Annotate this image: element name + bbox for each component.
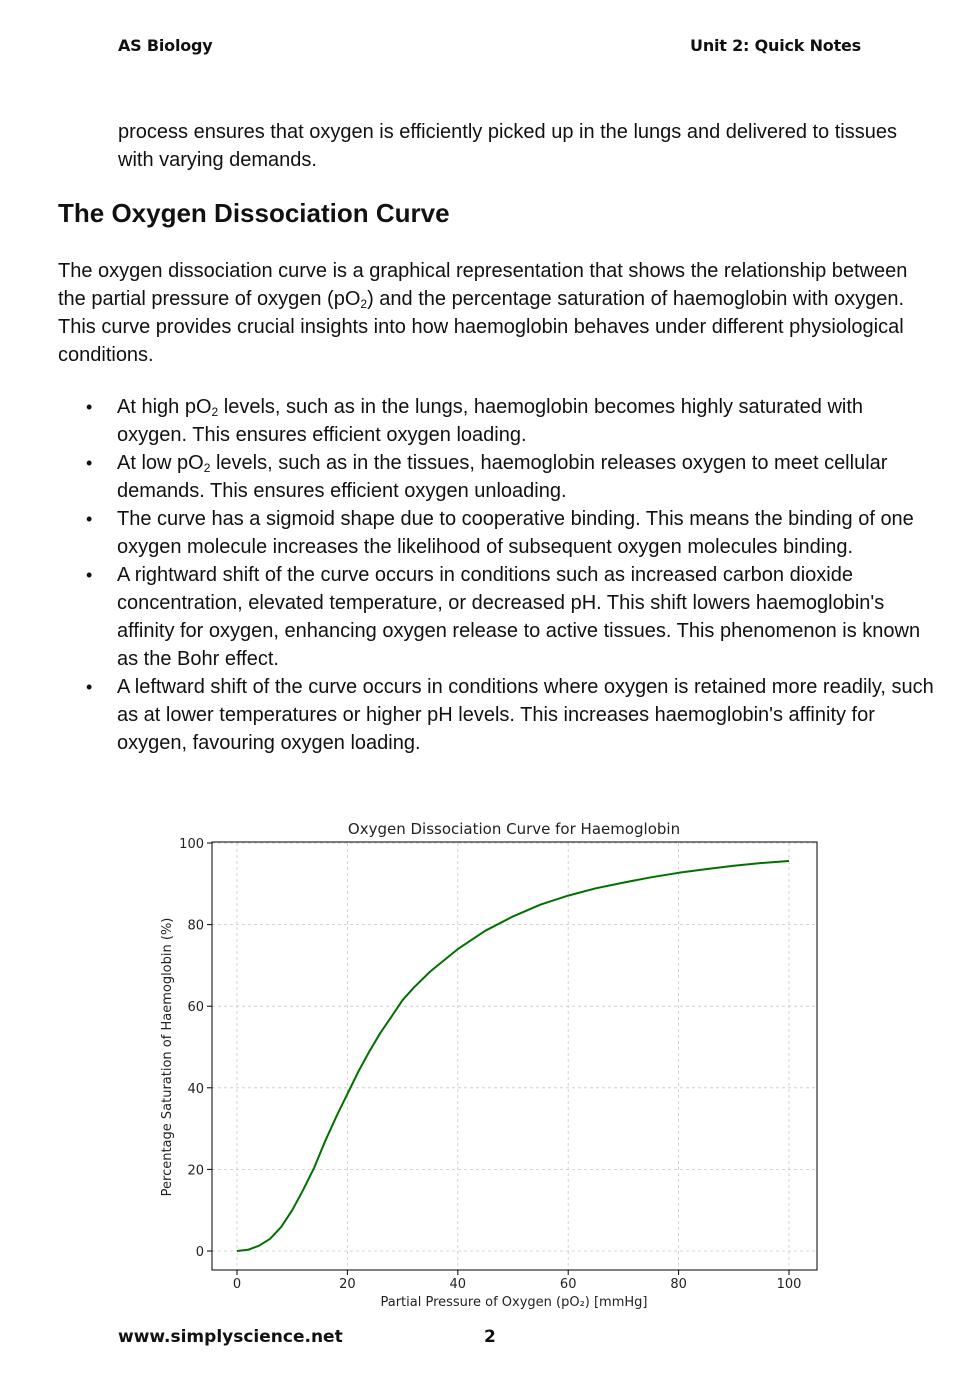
x-tick-label: 0 bbox=[232, 1277, 242, 1292]
bullet-text: levels, such as in the lungs, haemoglobin becomes highly saturated with oxygen. This ensures efficient oxygen loading. bbox=[117, 396, 864, 446]
page-number: 2 bbox=[484, 1327, 496, 1347]
paragraph-text-b: ) and the percentage saturation of haemoglobin with oxygen. This curve provides crucial insights into how haemoglobin behaves under different physiological conditions. bbox=[58, 288, 905, 366]
bullet-text: At high pO bbox=[117, 396, 212, 418]
bullet-item: • The curve has a sigmoid shape due to cooperative binding. This means the binding of one oxygen molecule increases the likelihood of subsequent oxygen molecules binding. bbox=[58, 505, 938, 561]
bullet-item bbox=[58, 393, 938, 449]
y-axis-label: Percentage Saturation of Haemoglobin (%) bbox=[160, 917, 175, 1197]
plot-frame bbox=[212, 842, 817, 1270]
bullet-subscript: 2 bbox=[211, 405, 219, 419]
section-title: The Oxygen Dissociation Curve bbox=[58, 198, 450, 228]
intro-paragraph: process ensures that oxygen is efficiently picked up in the lungs and delivered to tissues with varying demands. bbox=[118, 121, 897, 171]
section-paragraph bbox=[58, 257, 930, 369]
bullet-subscript: 2 bbox=[203, 461, 211, 475]
bullet-text: levels, such as in the tissues, haemoglobin releases oxygen to meet cellular demands. This ensures efficient oxygen unloading. bbox=[117, 452, 888, 502]
x-tick-label: 40 bbox=[449, 1277, 467, 1292]
header-subject: AS Biology bbox=[118, 36, 213, 55]
bullet-item bbox=[58, 449, 938, 505]
paragraph-text-a: The oxygen dissociation curve is a graphical representation that shows the relationship between the partial pressure of oxygen (pO bbox=[58, 260, 908, 310]
x-tick-label: 80 bbox=[670, 1277, 687, 1292]
saturation-curve bbox=[237, 861, 789, 1251]
bullet-item: • A rightward shift of the curve occurs in conditions such as increased carbon dioxide concentration, elevated temperature, or decreased pH. This shift lowers haemoglobin's affinity for oxygen, enhancing oxygen release to active tissues. This phenomenon is known as the Bohr effect. bbox=[58, 561, 938, 673]
y-tick-label: 0 bbox=[195, 1245, 204, 1260]
x-tick-label: 60 bbox=[559, 1277, 577, 1292]
chart-title: Oxygen Dissociation Curve for Haemoglobin bbox=[347, 820, 681, 838]
x-tick-label: 20 bbox=[339, 1277, 356, 1292]
paragraph-subscript: 2 bbox=[360, 297, 368, 311]
bullet-text: At low pO bbox=[117, 452, 204, 474]
y-tick-label: 20 bbox=[187, 1163, 204, 1179]
y-tick-label: 100 bbox=[179, 837, 204, 852]
bullet-item: • A leftward shift of the curve occurs in conditions where oxygen is retained more readily, such as at lower temperatures or higher pH levels. This increases haemoglobin's affinity for oxygen, favouring oxygen loading. bbox=[58, 673, 938, 757]
x-tick-label: 100 bbox=[776, 1277, 802, 1292]
y-tick-label: 60 bbox=[187, 1000, 204, 1016]
y-tick-label: 80 bbox=[187, 918, 204, 934]
footer-website: www.simplyscience.net bbox=[118, 1327, 343, 1347]
x-axis-label: Partial Pressure of Oxygen (pO₂) [mmHg] bbox=[380, 1295, 648, 1310]
oxygen-dissociation-chart bbox=[150, 812, 830, 1312]
chart-ticks bbox=[179, 837, 801, 1292]
header-unit: Unit 2: Quick Notes bbox=[690, 36, 861, 55]
y-tick-label: 40 bbox=[187, 1081, 204, 1097]
bullet-list bbox=[58, 393, 938, 757]
chart-grid bbox=[212, 843, 817, 1270]
